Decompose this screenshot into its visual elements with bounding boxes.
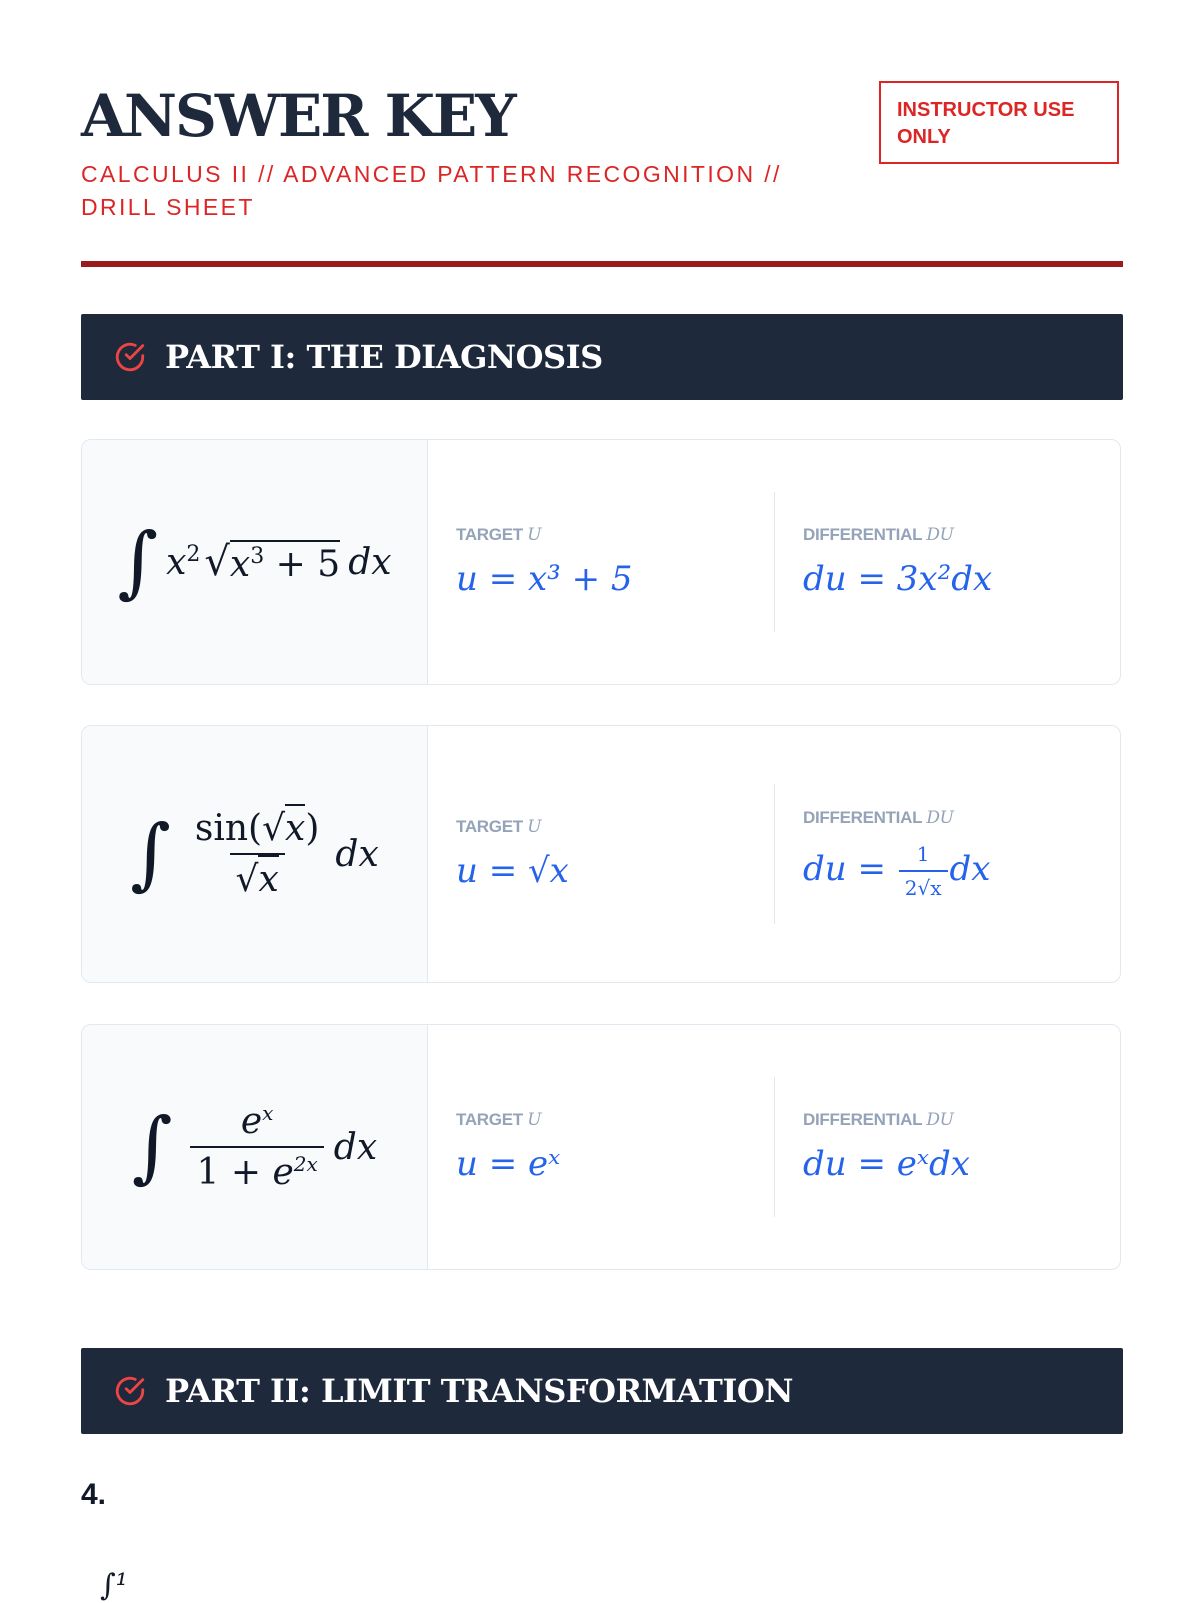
target-u-cell xyxy=(428,1110,774,1184)
target-u-value: u = √x xyxy=(456,851,569,891)
instructor-stamp: INSTRUCTOR USE ONLY xyxy=(879,81,1119,164)
problem-card-2 xyxy=(81,725,1121,983)
check-circle-icon xyxy=(113,340,147,374)
target-label: TARGET U xyxy=(456,1110,542,1130)
section-header-part-1 xyxy=(81,314,1123,400)
problem-card-1 xyxy=(81,439,1121,685)
target-u-cell xyxy=(428,525,774,599)
header-divider xyxy=(81,261,1123,267)
differential-cell xyxy=(774,784,1120,924)
target-label: TARGET U xyxy=(456,525,542,545)
differential-label: DIFFERENTIAL DU xyxy=(803,525,954,545)
integral-expression-2: ∫ $\frac{\sin(√x)}{√x}$ dx xyxy=(82,726,428,982)
check-circle-icon xyxy=(113,1374,147,1408)
differential-label: DIFFERENTIAL DU xyxy=(803,1110,954,1130)
target-u-cell xyxy=(428,817,774,891)
differential-value: du = 3x²dx xyxy=(803,559,993,599)
differential-value: du = eˣdx xyxy=(803,1144,970,1184)
target-u-value: u = eˣ xyxy=(456,1144,561,1184)
page-title: ANSWER KEY xyxy=(81,82,515,150)
section-title: PART I: THE DIAGNOSIS xyxy=(165,338,603,376)
page-subtitle: CALCULUS II // ADVANCED PATTERN RECOGNITION // DRILL SHEET xyxy=(81,161,782,220)
differential-value: du = $\frac{1}{2√x}$ dx xyxy=(803,842,991,900)
question-expression-partial: ∫¹ xyxy=(100,1568,128,1603)
differential-label: DIFFERENTIAL DU xyxy=(803,808,954,828)
problem-card-3 xyxy=(81,1024,1121,1270)
differential-cell xyxy=(774,1077,1120,1217)
section-title: PART II: LIMIT TRANSFORMATION xyxy=(165,1372,793,1410)
integral-expression-1: ∫ $x^2$ √ $x^3 + 5$ dx xyxy=(82,440,428,684)
section-header-part-2 xyxy=(81,1348,1123,1434)
target-u-value: u = x³ + 5 xyxy=(456,559,633,599)
question-number: 4. xyxy=(81,1478,107,1511)
differential-cell xyxy=(774,492,1120,632)
target-label: TARGET U xyxy=(456,817,542,837)
integral-expression-3: ∫ $\frac{e^x}{1 + e^{2x}}$ dx xyxy=(82,1025,428,1269)
